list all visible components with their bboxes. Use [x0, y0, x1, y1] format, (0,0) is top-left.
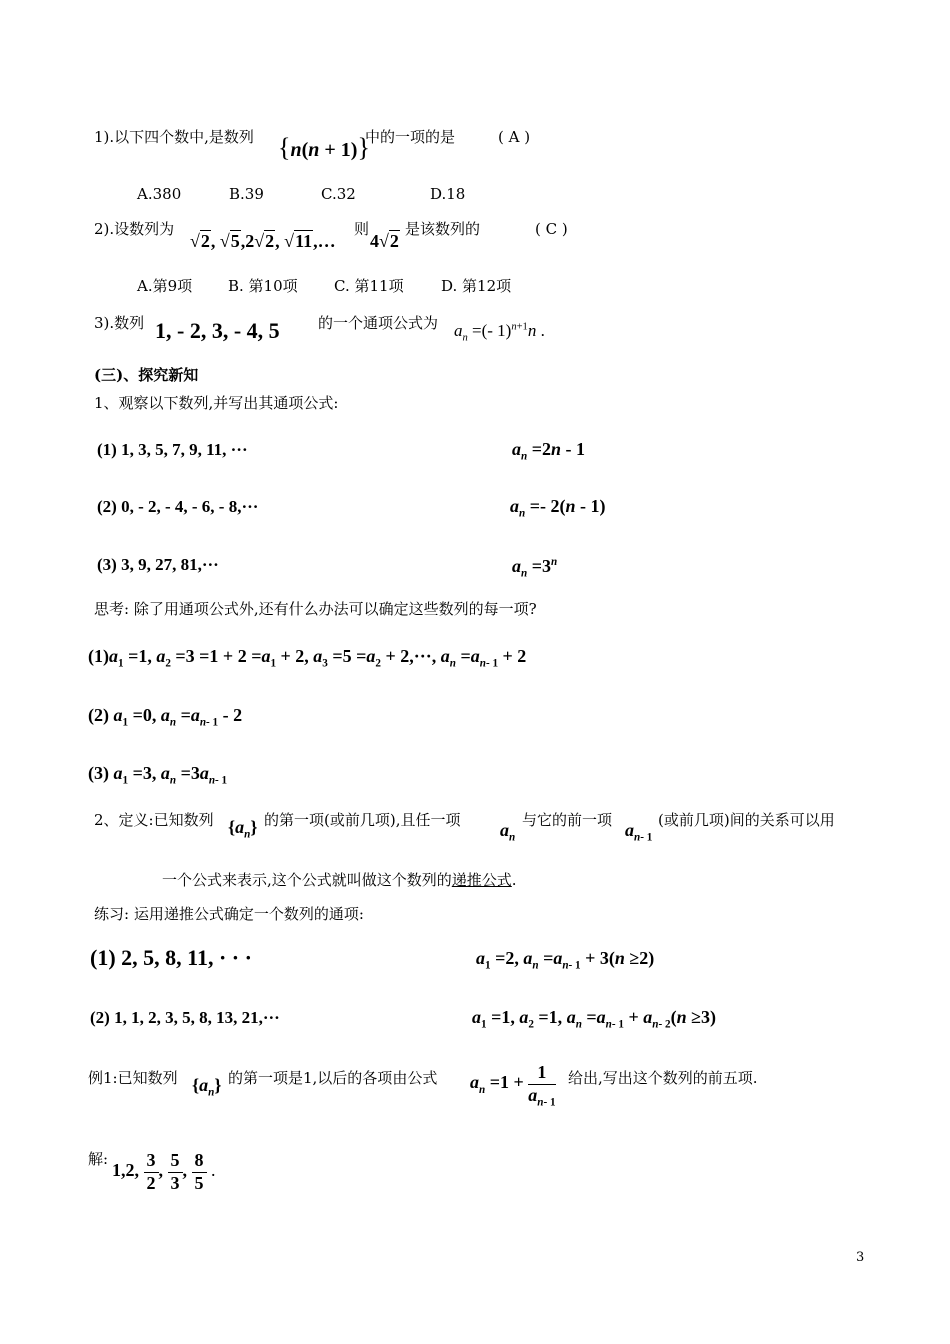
q2-then: 则 — [354, 220, 370, 238]
page-number: 3 — [856, 1250, 865, 1265]
q2-option-c: C. 第11项 — [334, 277, 404, 295]
example1-suffix: 给出,写出这个数列的前五项. — [568, 1069, 758, 1087]
q3-prefix: 3).数列 — [94, 314, 145, 332]
definition-term-an: $a_n$ — [500, 820, 516, 844]
q2-answer: ( C ) — [535, 220, 568, 238]
exercise-seq1-formula: $a_1 =2$, $a_n =a_{n- 1} + 3(n \ge 2)$ — [476, 948, 655, 972]
section3-item1: 1、观察以下数列,并写出其通项公式: — [94, 394, 339, 412]
example1-prefix: 例1:已知数列 — [88, 1069, 178, 1087]
q2-sequence-formula: √2, √5,2√2, √11,… — [190, 231, 336, 251]
section3-seq3-formula: $a_n =3^n$ — [512, 556, 558, 580]
q3-sequence: 1, - 2, 3, - 4, 5 — [155, 318, 280, 343]
example1-sequence-an: $\{a_n\}$ — [192, 1075, 222, 1099]
q2-suffix: 是该数列的 — [405, 220, 481, 238]
definition-sequence-an: $\{a_n\}$ — [228, 817, 258, 841]
q1-option-c: C.32 — [321, 185, 356, 203]
recurrence-1: $(1)a_1 =1$, $a_2 =3 =1 + 2 =a_1 + 2$, $a_3 =5 =a_2 + 2,\cdot\cdot\cdot$, $a_n =a_{n- 1} + 2$ — [88, 646, 527, 670]
definition-end: . — [511, 871, 517, 889]
q3-answer-formula: $a_n$ =(- 1)$^{n+1}$n . — [454, 321, 545, 344]
q1-option-d: D.18 — [430, 185, 466, 203]
recurrence-2: (2) $a_1 =0$, $a_n =a_{n- 1} - 2$ — [88, 705, 243, 729]
definition-term-an-1: $a_{n- 1}$ — [625, 820, 653, 844]
example1-solution-label: 解: — [88, 1150, 109, 1168]
example1-solution: 1,2, $\frac{3}{2}$ , $\frac{5}{3}$ , $\frac{8}{5}$ . — [112, 1150, 216, 1193]
q1-suffix: 中的一项的是 — [365, 128, 456, 146]
example1-mid: 的第一项是1,以后的各项由公式 — [228, 1069, 438, 1087]
q1-sequence-formula: {n(n + 1)} — [278, 133, 370, 162]
definition-term: 递推公式 — [451, 871, 512, 889]
definition-line2-text: 一个公式来表示,这个公式就叫做这个数列的 — [162, 871, 452, 889]
q2-option-b: B. 第10项 — [228, 277, 298, 295]
q1-answer: ( A ) — [498, 128, 531, 146]
section3-seq3: (3) 3, 9, 27, 81,··· — [97, 555, 219, 574]
q2-prefix: 2).设数列为 — [94, 220, 175, 238]
exercise-seq2-formula: $a_1 =1$, $a_2 =1$, $a_n =a_{n- 1} + a_{n- 2}(n \ge 3)$ — [472, 1007, 716, 1031]
exercise-seq1: (1) 2, 5, 8, 11, · · · — [90, 945, 252, 970]
definition-line2 — [162, 873, 517, 888]
definition-mid2: 与它的前一项 — [522, 811, 613, 829]
section3-seq1: (1) 1, 3, 5, 7, 9, 11, ··· — [97, 440, 248, 459]
q3-suffix: 的一个通项公式为 — [318, 314, 439, 332]
q2-option-d: D. 第12项 — [441, 277, 512, 295]
q2-term-formula: 4√2 — [370, 231, 399, 251]
exercise-label: 练习: 运用递推公式确定一个数列的通项: — [94, 905, 364, 923]
definition-prefix: 2、定义:已知数列 — [94, 811, 214, 829]
section3-think: 思考: 除了用通项公式外,还有什么办法可以确定这些数列的每一项? — [94, 600, 537, 618]
q2-option-a: A.第9项 — [137, 277, 193, 295]
recurrence-3: (3) $a_1 =3$, $a_n =3a_{n- 1}$ — [88, 763, 228, 787]
section3-seq2-formula: $a_n =- 2(n - 1)$ — [510, 496, 606, 520]
q1-prefix: 1).以下四个数中,是数列 — [94, 128, 254, 146]
section3-heading: (三)、探究新知 — [94, 366, 199, 384]
q1-option-b: B.39 — [229, 185, 264, 203]
section3-seq1-formula: $a_n =2n - 1$ — [512, 439, 585, 463]
definition-mid1: 的第一项(或前几项),且任一项 — [264, 811, 461, 829]
section3-seq2: (2) 0, - 2, - 4, - 6, - 8,··· — [97, 497, 259, 516]
definition-mid3: (或前几项)间的关系可以用 — [658, 811, 835, 829]
example1-formula: $a_n =1$ + $\frac{1}{a_{n- 1}}$ — [470, 1062, 556, 1109]
q1-option-a: A.380 — [137, 185, 182, 203]
exercise-seq2: (2) 1, 1, 2, 3, 5, 8, 13, 21,··· — [90, 1008, 280, 1027]
